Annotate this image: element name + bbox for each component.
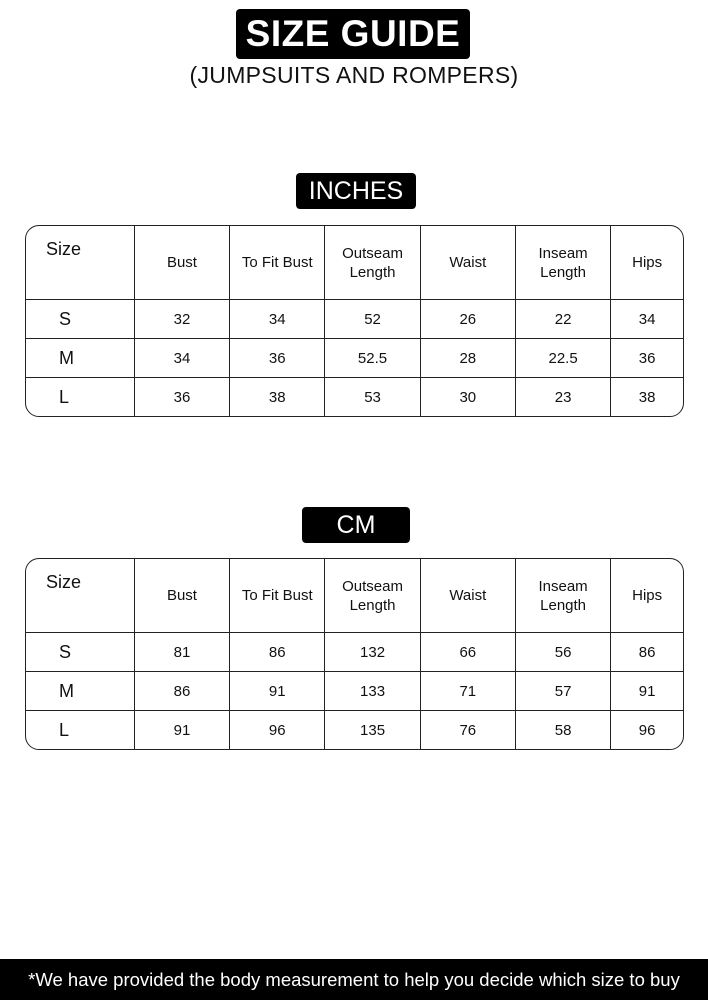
footer-note-bar — [0, 959, 708, 1000]
table-cell: 53 — [325, 378, 420, 417]
table-cell: 96 — [638, 721, 656, 739]
section-label-inches — [296, 173, 416, 209]
column-header: Inseam Length — [515, 559, 610, 633]
table-cell: 66 — [420, 633, 515, 672]
column-header: Size — [26, 226, 134, 300]
column-header: Hips — [611, 559, 683, 633]
table-cell: 30 — [420, 378, 515, 417]
table-cell: M — [26, 672, 134, 711]
table-cell: 38 — [230, 378, 325, 417]
footer-note: *We have provided the body measurement to help you decide which size to buy — [28, 968, 680, 990]
table-cell: S — [26, 300, 134, 339]
table-cell: 22 — [515, 300, 610, 339]
table-cell: 91 — [134, 711, 229, 750]
table-cell: 133 — [325, 672, 420, 711]
table-cell: M — [26, 339, 134, 378]
table-cell: 52.5 — [325, 339, 420, 378]
table-cell: 34 — [611, 300, 683, 339]
column-header: Outseam Length — [325, 559, 420, 633]
column-header: Bust — [134, 226, 229, 300]
page-title: SIZE GUIDE — [245, 13, 461, 54]
table-row — [26, 711, 683, 750]
table-row — [26, 339, 683, 378]
table-cell: 36 — [230, 339, 325, 378]
size-table — [26, 559, 683, 749]
table-row — [26, 300, 683, 339]
table-cell: 26 — [420, 300, 515, 339]
title-banner — [236, 9, 470, 59]
table-cell: 34 — [230, 300, 325, 339]
column-header: Hips — [611, 226, 683, 300]
column-header: Outseam Length — [325, 226, 420, 300]
table-cell: 86 — [611, 633, 683, 672]
table-cell: 81 — [134, 633, 229, 672]
size-table — [26, 226, 683, 416]
column-header: Waist — [420, 226, 515, 300]
table-cell: 52 — [325, 300, 420, 339]
table-row — [26, 378, 683, 417]
section-label-text: CM — [336, 510, 376, 539]
table-cell: L — [26, 711, 134, 750]
table-cell: 58 — [515, 711, 610, 750]
table-cell: 132 — [325, 633, 420, 672]
column-header: To Fit Bust — [230, 559, 325, 633]
table-cell: 91 — [611, 672, 683, 711]
table-cell: 76 — [420, 711, 515, 750]
table-header-row — [26, 226, 683, 300]
table-header-row — [26, 559, 683, 633]
table-cell: 96 — [230, 711, 325, 750]
table-cell: 36 — [134, 378, 229, 417]
column-header: Bust — [134, 559, 229, 633]
table-cell: 56 — [515, 633, 610, 672]
table-row — [26, 633, 683, 672]
table-cell: S — [26, 633, 134, 672]
table-cell: 38 — [638, 388, 656, 406]
table-cell: 32 — [134, 300, 229, 339]
table-cell: 23 — [515, 378, 610, 417]
column-header: Size — [26, 559, 134, 633]
column-header: Inseam Length — [515, 226, 610, 300]
table-row — [26, 672, 683, 711]
column-header: Waist — [420, 559, 515, 633]
table-cell: 86 — [230, 633, 325, 672]
table-cell: 34 — [134, 339, 229, 378]
size-table-inches — [25, 225, 684, 417]
page-subtitle: (JUMPSUITS AND ROMPERS) — [189, 62, 519, 88]
table-cell: 22.5 — [515, 339, 610, 378]
section-label-cm — [302, 507, 410, 543]
table-cell: 71 — [420, 672, 515, 711]
table-cell: L — [26, 378, 134, 417]
size-table-cm — [25, 558, 684, 750]
table-cell: 91 — [230, 672, 325, 711]
table-cell: 86 — [134, 672, 229, 711]
table-cell: 28 — [420, 339, 515, 378]
column-header: To Fit Bust — [230, 226, 325, 300]
table-cell: 57 — [515, 672, 610, 711]
table-cell: 135 — [325, 711, 420, 750]
table-cell: 36 — [611, 339, 683, 378]
section-label-text: INCHES — [308, 176, 404, 205]
